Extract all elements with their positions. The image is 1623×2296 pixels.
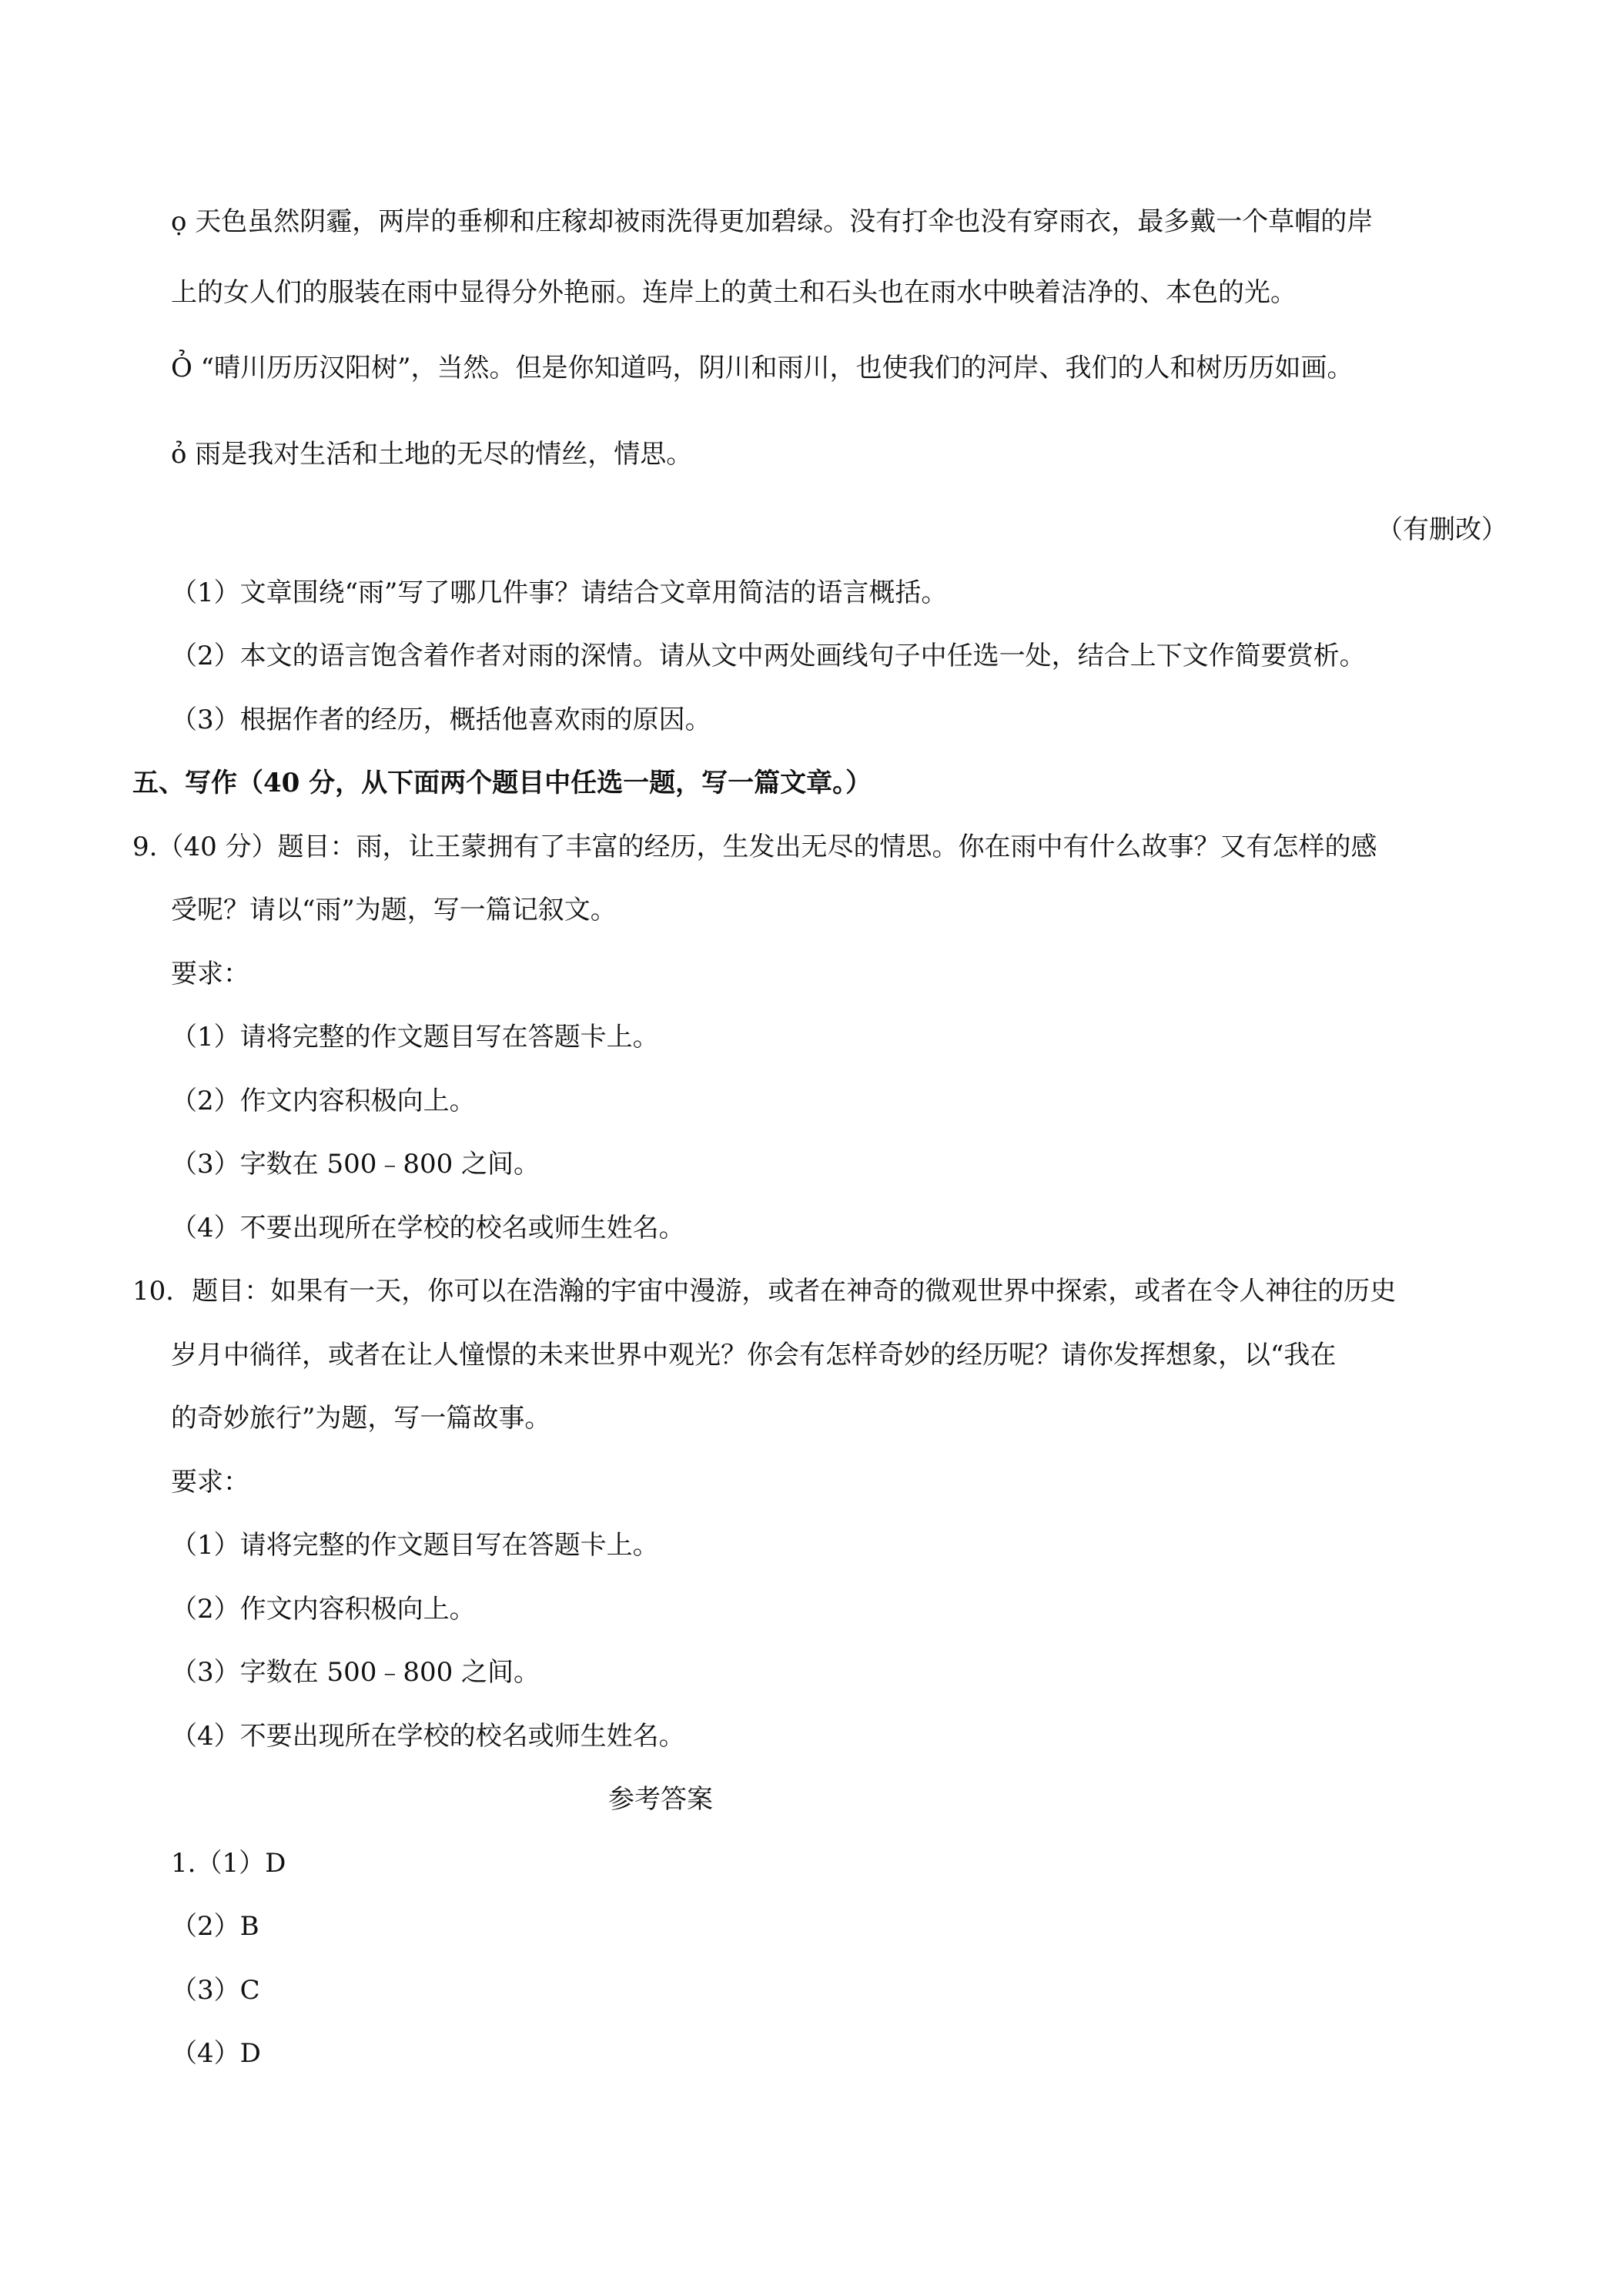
q10-requirement: （2）作文内容积极向上。 (171, 1594, 476, 1625)
answers-heading: 参考答案 (608, 1784, 713, 1815)
answer-item: （3）C (171, 1975, 260, 2006)
q9-requirement: （2）作文内容积极向上。 (171, 1086, 476, 1116)
section-heading: 五、写作（40 分，从下面两个题目中任选一题，写一篇文章。） (132, 768, 872, 798)
q10-prompt-line-1: 10．题目：如果有一天，你可以在浩瀚的宇宙中漫游，或者在神奇的微观世界中探索，或者在令人神往的历史 (132, 1276, 1397, 1307)
edit-note: （有删改） (1377, 514, 1508, 545)
q10-requirement: （1）请将完整的作文题目写在答题卡上。 (171, 1530, 659, 1561)
q10-requirement: （4）不要出现所在学校的校名或师生姓名。 (171, 1721, 685, 1752)
question-item: （2）本文的语言饱含着作者对雨的深情。请从文中两处画线句子中任选一处，结合上下文作简要赏析。 (171, 641, 1366, 671)
answer-item: （2）B (171, 1911, 259, 1942)
question-item: （1）文章围绕“雨”写了哪几件事？请结合文章用简洁的语言概括。 (171, 577, 948, 608)
q9-prompt-line-1: 9.（40 分）题目：雨，让王蒙拥有了丰富的经历，生发出无尽的情思。你在雨中有什么故事？又有怎样的感 (132, 832, 1377, 862)
q10-prompt-line-3: 的奇妙旅行”为题，写一篇故事。 (171, 1403, 551, 1434)
q10-requirements-label: 要求： (171, 1467, 249, 1498)
q10-prompt-line-2: 岁月中徜徉，或者在让人憧憬的未来世界中观光？你会有怎样奇妙的经历呢？请你发挥想象，以“我在 (171, 1340, 1337, 1371)
q9-requirement: （4）不要出现所在学校的校名或师生姓名。 (171, 1213, 685, 1243)
q10-requirement: （3）字数在 500﹣800 之间。 (171, 1657, 540, 1688)
q9-requirements-label: 要求： (171, 959, 249, 989)
answer-item: （4）D (171, 2038, 261, 2069)
q9-requirement: （1）请将完整的作文题目写在答题卡上。 (171, 1022, 659, 1053)
question-item: （3）根据作者的经历，概括他喜欢雨的原因。 (171, 705, 711, 735)
passage-paragraph-1-line-1: ọ 天色虽然阴霾，两岸的垂柳和庄稼却被雨洗得更加碧绿。没有打伞也没有穿雨衣，最多戴一个草帽的岸 (171, 206, 1374, 237)
q9-prompt-line-2: 受呢？请以“雨”为题，写一篇记叙文。 (171, 895, 617, 925)
q9-requirement: （3）字数在 500﹣800 之间。 (171, 1149, 540, 1180)
answer-item: 1.（1）D (171, 1848, 286, 1879)
passage-paragraph-2: Ỏ “晴川历历汉阳树”，当然。但是你知道吗，阴川和雨川，也使我们的河岸、我们的人和树历历如画。 (171, 353, 1354, 383)
passage-paragraph-3: ỏ 雨是我对生活和土地的无尽的情丝，情思。 (171, 439, 693, 470)
passage-paragraph-1-line-2: 上的女人们的服装在雨中显得分外艳丽。连岸上的黄土和石头也在雨水中映着洁净的、本色的光。 (171, 277, 1297, 308)
